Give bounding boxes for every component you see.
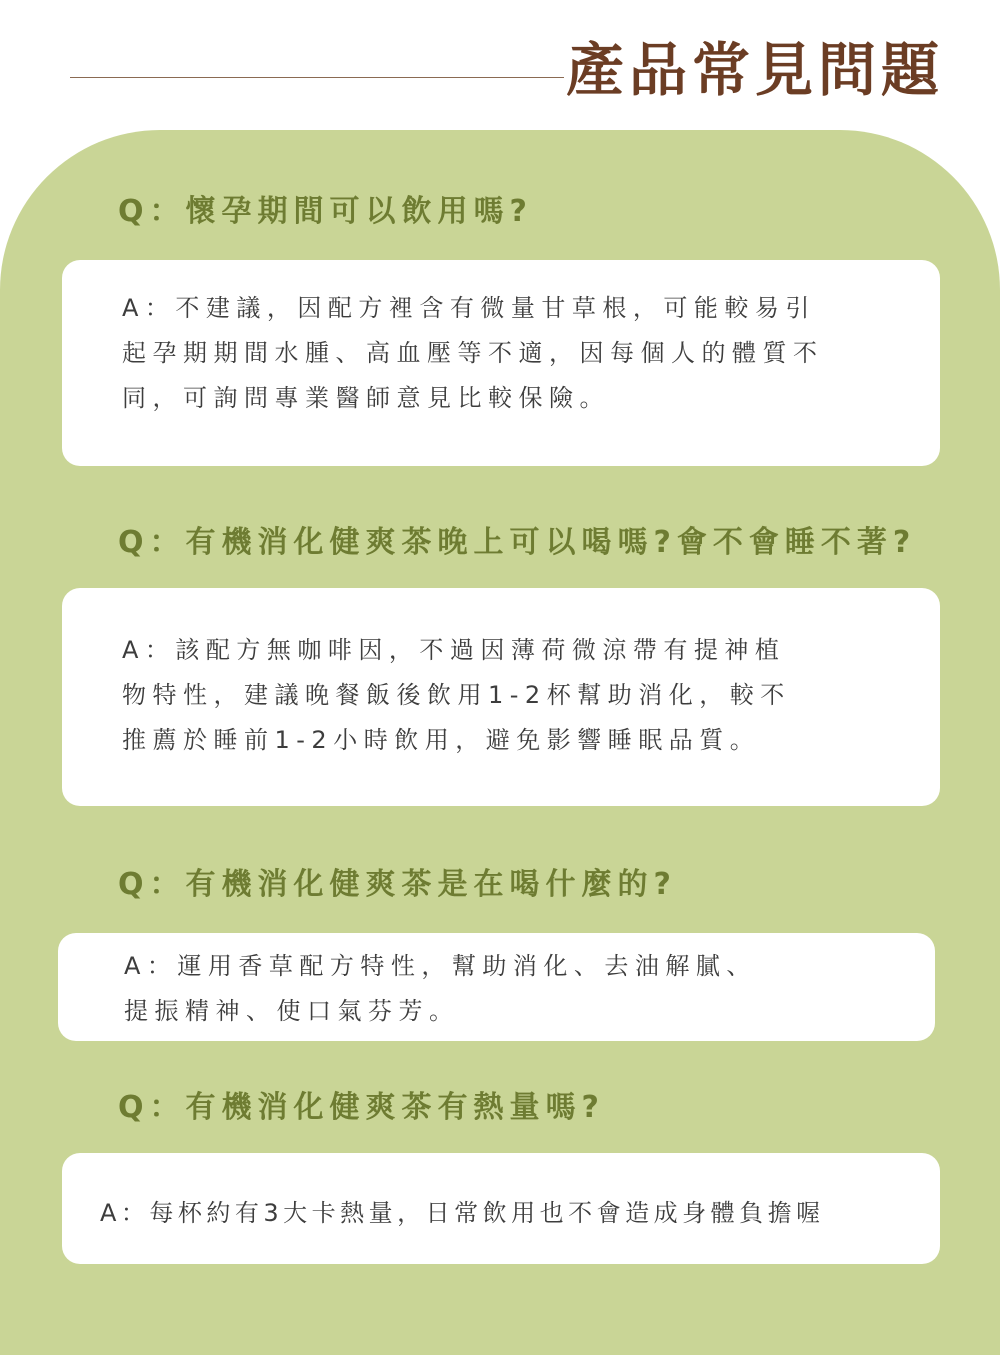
header-divider	[70, 77, 564, 78]
faq-question-3: Q：有機消化健爽茶是在喝什麼的?	[118, 867, 677, 902]
faq-question-4: Q：有機消化健爽茶有熱量嗎?	[118, 1090, 605, 1125]
faq-answer-card-1	[62, 260, 940, 466]
faq-answer-line: A：運用香草配方特性，幫助消化、去油解膩、	[124, 952, 757, 980]
faq-answer-line: 物特性，建議晚餐飯後飲用1-2杯幫助消化，較不	[122, 681, 791, 709]
faq-answer-line: A：該配方無咖啡因，不過因薄荷微涼帶有提神植	[122, 636, 786, 664]
faq-question-2: Q：有機消化健爽茶晚上可以喝嗎?會不會睡不著?	[118, 525, 917, 560]
faq-answer-line: 同，可詢問專業醫師意見比較保險。	[122, 384, 610, 412]
faq-answer-card-4	[62, 1153, 940, 1264]
faq-question-1: Q：懷孕期間可以飲用嗎?	[118, 194, 533, 229]
faq-answer-line: A：每杯約有3大卡熱量，日常飲用也不會造成身體負擔喔	[100, 1199, 825, 1227]
faq-answer-line: 起孕期期間水腫、高血壓等不適，因每個人的體質不	[122, 339, 824, 367]
faq-answer-card-2	[62, 588, 940, 806]
faq-answer-card-3	[58, 933, 935, 1041]
faq-answer-line: 提振精神、使口氣芬芳。	[124, 997, 460, 1025]
faq-answer-line: 推薦於睡前1-2小時飲用，避免影響睡眠品質。	[122, 726, 761, 754]
page-title: 產品常見問題	[565, 36, 944, 104]
faq-answer-line: A：不建議，因配方裡含有微量甘草根，可能較易引	[122, 294, 816, 322]
